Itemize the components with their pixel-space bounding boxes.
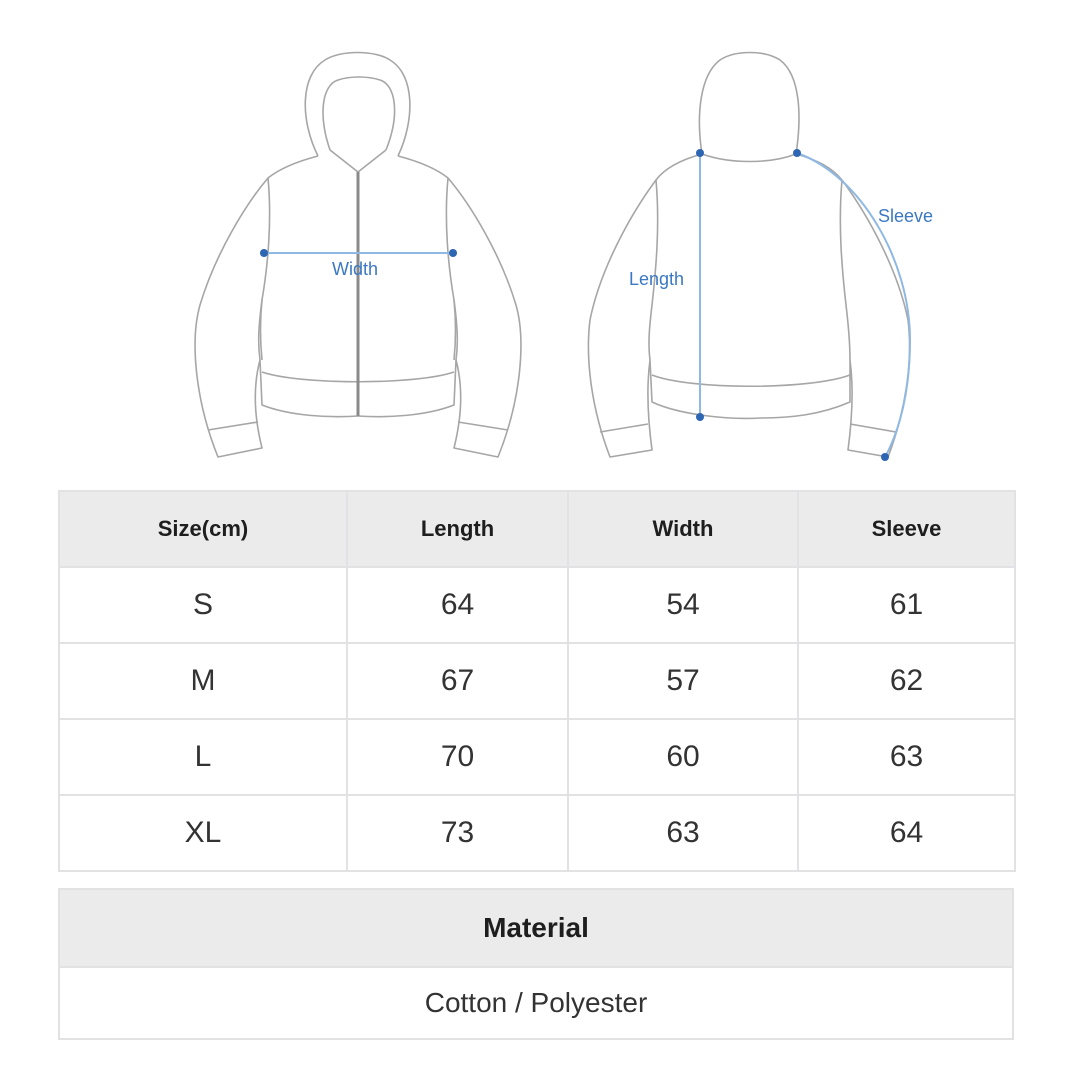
- front-width-label: Width: [332, 259, 379, 279]
- header-width: Width: [568, 491, 798, 567]
- back-hood: [699, 53, 799, 155]
- length-cell: 67: [347, 643, 568, 719]
- sleeve-cell: 61: [798, 567, 1015, 643]
- front-hood-inner: [323, 77, 395, 150]
- size-cell: S: [59, 567, 347, 643]
- back-sleeve-measure: [793, 149, 933, 461]
- sleeve-cell: 62: [798, 643, 1015, 719]
- back-sleeve-label: Sleeve: [878, 206, 934, 226]
- back-length-label: Length: [629, 269, 685, 289]
- hoodie-svg: [0, 0, 1070, 480]
- table-row: [59, 567, 1015, 643]
- material-header-row: [59, 889, 1013, 967]
- material-value: Cotton / Polyester: [59, 967, 1013, 1039]
- back-body-left: [588, 154, 760, 457]
- table-row: [59, 719, 1015, 795]
- width-cell: 60: [568, 719, 798, 795]
- material-table: [58, 888, 1014, 1040]
- front-width-measure: [260, 249, 457, 279]
- size-cell: L: [59, 719, 347, 795]
- header-sleeve: Sleeve: [798, 491, 1015, 567]
- size-cell: M: [59, 643, 347, 719]
- width-cell: 57: [568, 643, 798, 719]
- hoodie-back: [588, 53, 909, 458]
- sleeve-cell: 63: [798, 719, 1015, 795]
- length-cell: 73: [347, 795, 568, 871]
- width-cell: 54: [568, 567, 798, 643]
- front-body-left: [195, 156, 358, 457]
- front-body-right: [358, 156, 521, 457]
- size-table: [58, 490, 1016, 872]
- width-cell: 63: [568, 795, 798, 871]
- back-length-measure: [629, 149, 704, 421]
- size-cell: XL: [59, 795, 347, 871]
- table-row: [59, 795, 1015, 871]
- sleeve-cell: 64: [798, 795, 1015, 871]
- header-length: Length: [347, 491, 568, 567]
- hoodie-diagram: [0, 0, 1070, 480]
- material-value-row: [59, 967, 1013, 1039]
- length-cell: 70: [347, 719, 568, 795]
- length-cell: 64: [347, 567, 568, 643]
- header-size: Size(cm): [59, 491, 347, 567]
- table-row: [59, 643, 1015, 719]
- back-body-right: [760, 154, 910, 457]
- material-header: Material: [59, 889, 1013, 967]
- size-table-header-row: [59, 491, 1015, 567]
